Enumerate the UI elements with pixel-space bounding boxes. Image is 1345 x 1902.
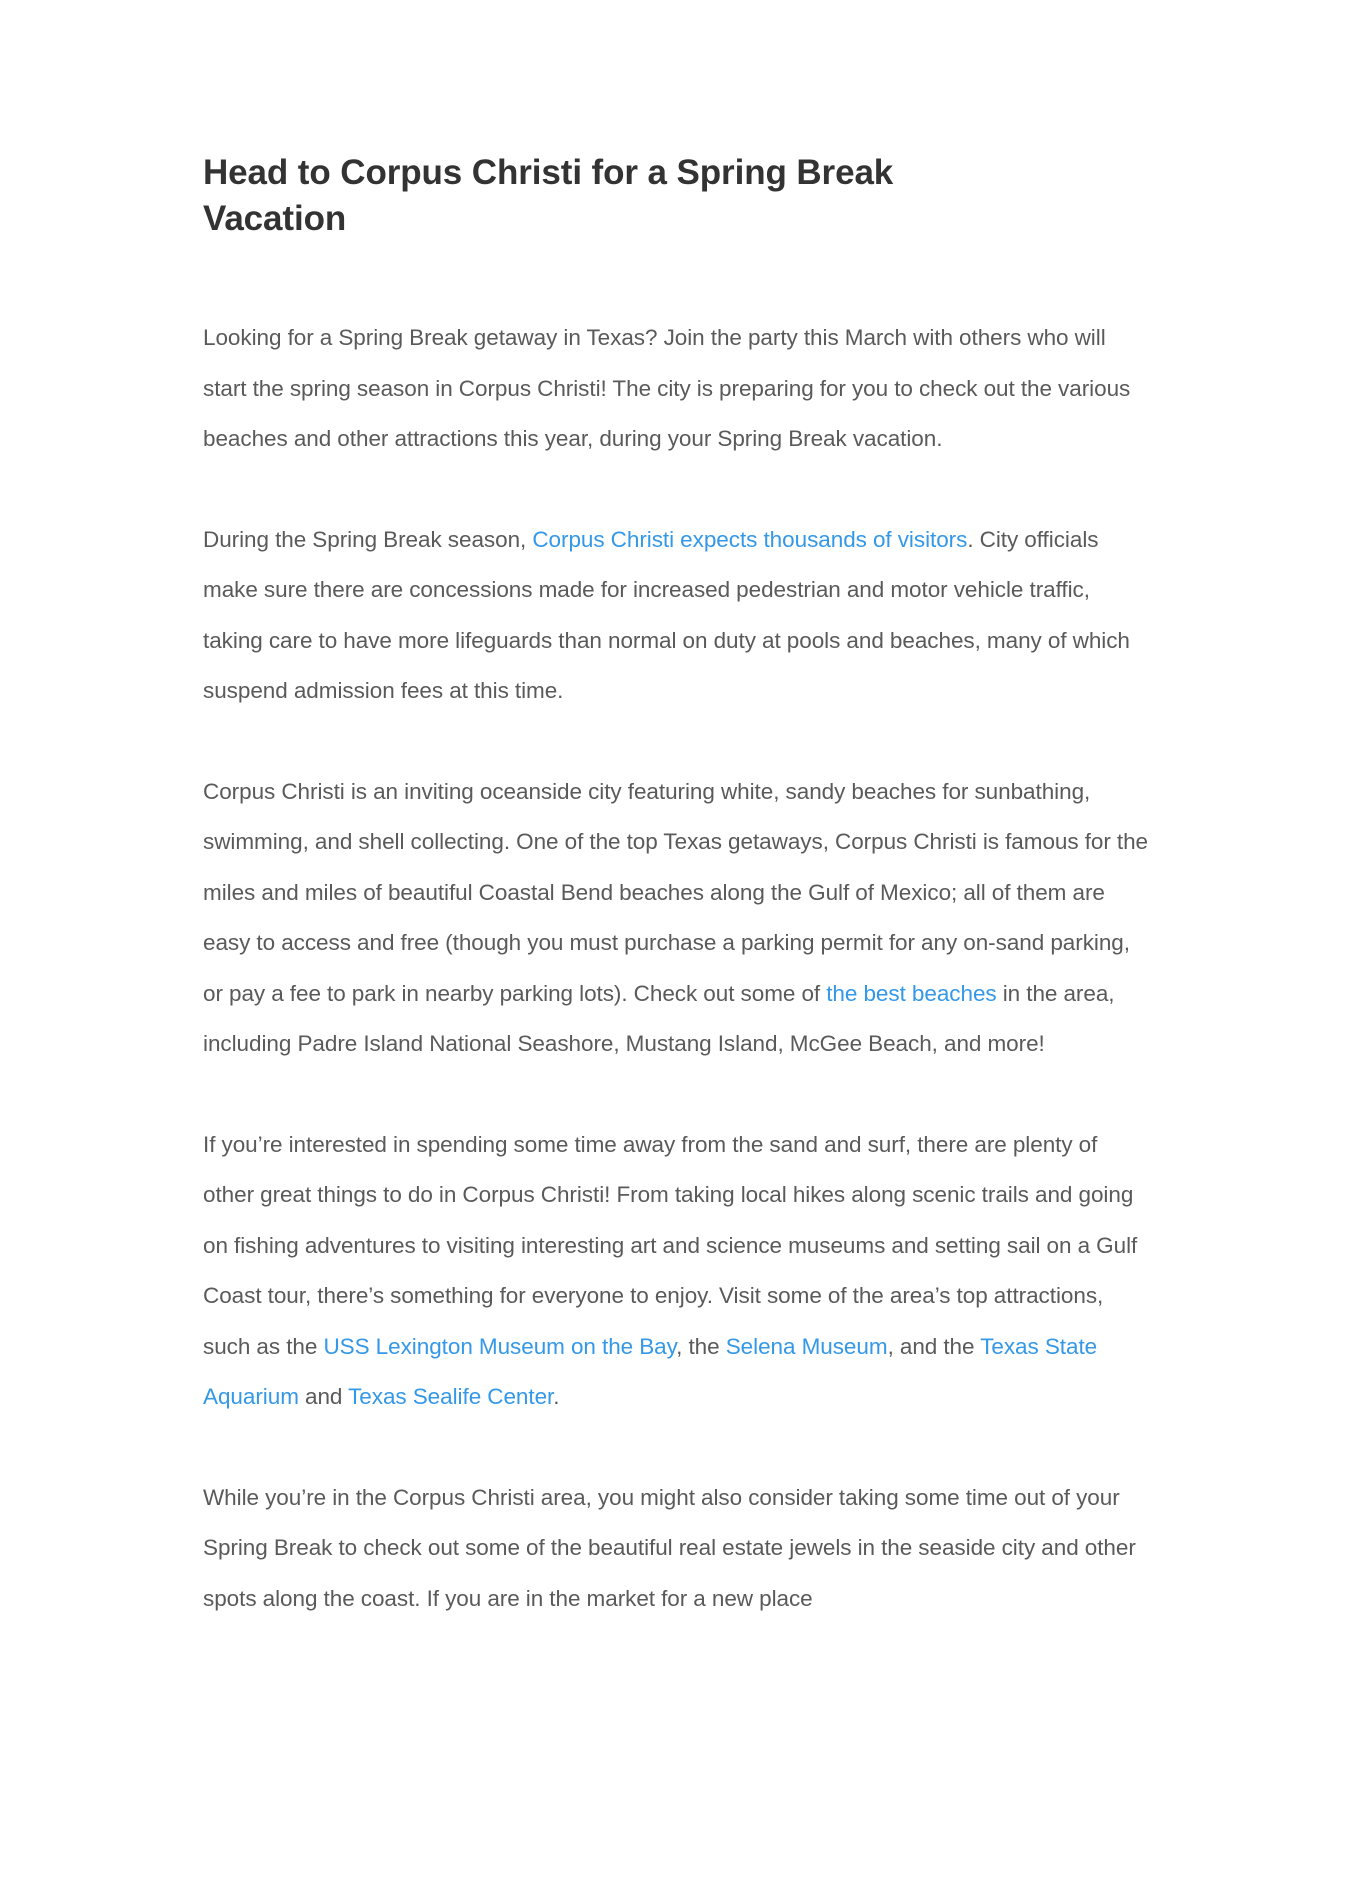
- paragraph-1: [203, 313, 1149, 465]
- inline-link[interactable]: Corpus Christi expects thousands of visitors: [532, 526, 968, 552]
- page-title: Head to Corpus Christi for a Spring Break Vacation: [203, 153, 894, 238]
- article-body: [203, 313, 1149, 1624]
- inline-link[interactable]: Texas Sealife Center: [348, 1384, 554, 1409]
- paragraph-text: in the area, including Padre Island National Seashore, Mustang Island, McGee Beach, and more!: [203, 980, 1115, 1056]
- paragraph-text: Looking for a Spring Break getaway in Texas? Join the party this March with others who will start the spring season in Corpus Christi! The city is preparing for you to check out the various beaches and other attractions this year, during your Spring Break vacation.: [203, 325, 1131, 451]
- inline-link[interactable]: Selena Museum: [725, 1333, 888, 1359]
- paragraph-4: [203, 1120, 1149, 1423]
- paragraph-text: During the Spring Break season,: [203, 526, 533, 552]
- paragraph-text: .: [553, 1384, 560, 1409]
- paragraph-text: If you’re interested in spending some time away from the sand and surf, there are plenty of other great things to do in Corpus Christi! From taking local hikes along scenic trails and going on fishing adventures to visiting interesting art and science museums and setting sail on a Gulf Coast tour, there’s something for everyone to enjoy. Visit some of the area’s top attractions, such as the: [203, 1131, 1138, 1359]
- paragraph-text: . City officials make sure there are concessions made for increased pedestrian and motor vehicle traffic, taking care to have more lifeguards than normal on duty at pools and beaches, many of which suspend admission fees at this time.: [203, 526, 1130, 703]
- paragraph-text: , and the: [887, 1333, 981, 1359]
- inline-link[interactable]: the best beaches: [826, 980, 997, 1006]
- document-content: [203, 150, 1149, 1624]
- inline-link[interactable]: Texas State Aquarium: [203, 1333, 1098, 1409]
- paragraph-text: While you’re in the Corpus Christi area, you might also consider taking some time out of your Spring Break to check out some of the beautiful real estate jewels in the seaside city and other spots along the coast. If you are in the market for a new place: [203, 1484, 1136, 1611]
- paragraph-text: , the: [676, 1333, 726, 1359]
- paragraph-5: [203, 1473, 1149, 1625]
- paragraph-2: [203, 515, 1149, 717]
- paragraph-text: and: [298, 1384, 349, 1409]
- paragraph-3: [203, 767, 1149, 1070]
- paragraph-text: Corpus Christi is an inviting oceanside city featuring white, sandy beaches for sunbathing, swimming, and shell collecting. One of the top Texas getaways, Corpus Christi is famous for the miles and miles of beautiful Coastal Bend beaches along the Gulf of Mexico; all of them are easy to access and free (though you must purchase a parking permit for any on-sand parking, or pay a fee to park in nearby parking lots). Check out some of: [203, 778, 1149, 1006]
- inline-link[interactable]: USS Lexington Museum on the Bay: [323, 1333, 677, 1359]
